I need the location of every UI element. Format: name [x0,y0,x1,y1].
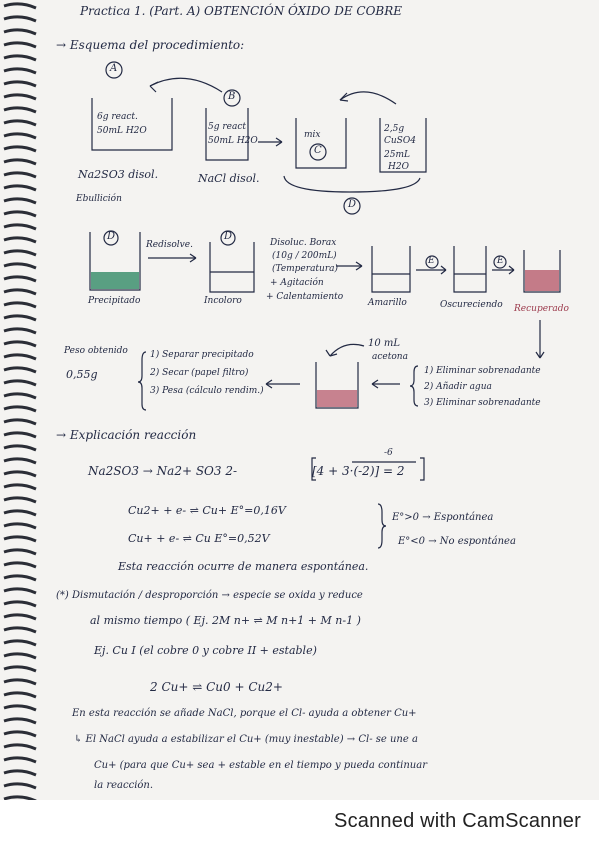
redisolve-label: Redisolve. [146,240,193,250]
label-a: A [110,63,118,74]
acetona-1: 10 mL [368,338,401,349]
incoloro-label: Incoloro [204,296,242,306]
label-e2: E [497,256,504,266]
label-e: E [428,256,435,266]
precip-label: Precipitado [88,296,141,306]
beaker-a-line2: 50mL H2O [97,126,147,136]
beaker-c-label: mix [304,130,321,140]
borax-5: + Calentamiento [266,292,344,302]
cuso4-line2: CuSO4 [384,136,416,146]
below-b: NaCl disol. [198,172,260,185]
eq1-sup: -6 [384,448,393,458]
eq3: Cu+ + e- ⇌ Cu E°=0,52V [128,532,270,545]
eq1-right: [4 + 3·(-2)] = 2 [312,464,405,478]
dism-line2: al mismo tiempo ( Ej. 2M n+ ⇌ M n+1 + M n-1 ) [90,614,361,627]
borax-4: + Agitación [270,278,324,288]
label-d2: D [107,231,116,242]
borax-3: (Temperatura) [272,264,339,274]
arrow-b-to-a [150,78,222,92]
para-line4: la reacción. [94,780,154,791]
step-left-2: 2) Secar (papel filtro) [150,368,249,378]
beaker-amarillo [372,246,410,292]
label-d3: D [224,231,233,242]
cuso4-line4: H2O [388,162,409,172]
borax-1: Disoluc. Borax [270,238,337,248]
step-right-3: 3) Eliminar sobrenadante [424,398,541,408]
cuso4-line3: 25mL [384,150,410,160]
step-right-2: 2) Añadir agua [424,382,492,392]
brace-d [284,176,420,192]
beaker-oscuro [454,246,486,292]
beaker-b [206,108,248,160]
eq-spont1: E°>0 → Espontánea [392,512,494,523]
acetona-fill [317,390,357,407]
recuperado-label: Recuperado [514,304,569,314]
peso-label: Peso obtenido [64,346,128,356]
note1: Esta reacción ocurre de manera espontánea. [118,560,369,573]
borax-2: (10g / 200mL) [272,251,337,261]
eq1-left: Na2SO3 → Na2+ SO3 2- [88,464,238,478]
amarillo-label: Amarillo [368,298,407,308]
peso-value: 0,55g [66,368,98,381]
section-scheme: → Esquema del procedimiento: [56,38,245,52]
label-b: B [228,91,236,102]
arrow-cuso4-to-c [340,92,396,104]
arrow-to-c [258,138,282,146]
para-line2: ↳ El NaCl ayuda a estabilizar el Cu+ (muy inestable) → Cl- se une a [74,734,418,745]
dism-equation: 2 Cu+ ⇌ Cu0 + Cu2+ [150,680,283,694]
eq2: Cu2+ + e- ⇌ Cu+ E°=0,16V [128,504,286,517]
para-line1: En esta reacción se añade NaCl, porque el Cl- ayuda a obtener Cu+ [72,708,417,719]
beaker-a [92,98,172,150]
section-explicacion: → Explicación reacción [56,428,197,442]
dism-line3: Ej. Cu I (el cobre 0 y cobre II + estable) [94,644,317,657]
acetona-2: acetona [372,352,408,362]
below-a: Na2SO3 disol. [78,168,159,181]
para-line3: Cu+ (para que Cu+ sea + estable en el tiempo y pueda continuar [94,760,427,771]
cuso4-line1: 2,5g [384,124,405,134]
step-right-1: 1) Eliminar sobrenadante [424,366,541,376]
recuperado-fill [525,270,559,291]
step-left-1: 1) Separar precipitado [150,350,254,360]
precip-fill [91,272,139,289]
beaker-b-line1: 5g react [208,122,246,132]
dism-line1: (*) Dismutación / desproporción → especie se oxida y reduce [56,590,363,601]
scanner-watermark [0,800,599,848]
page-title: Practica 1. (Part. A) OBTENCIÓN ÓXIDO DE COBRE [80,4,403,18]
beaker-b-line2: 50mL H2O [208,136,258,146]
eq-spont2: E°<0 → No espontánea [398,536,516,547]
footer-text: Scanned with CamScanner [334,810,581,832]
beaker-incoloro [210,242,254,292]
label-d: D [348,199,357,210]
oscuro-label: Oscureciendo [440,300,503,310]
beaker-c [296,118,346,168]
label-c: C [314,145,322,156]
beaker-a-line1: 6g react. [97,112,138,122]
step-left-3: 3) Pesa (cálculo rendim.) [150,386,264,396]
below-a2: Ebullición [76,194,122,204]
